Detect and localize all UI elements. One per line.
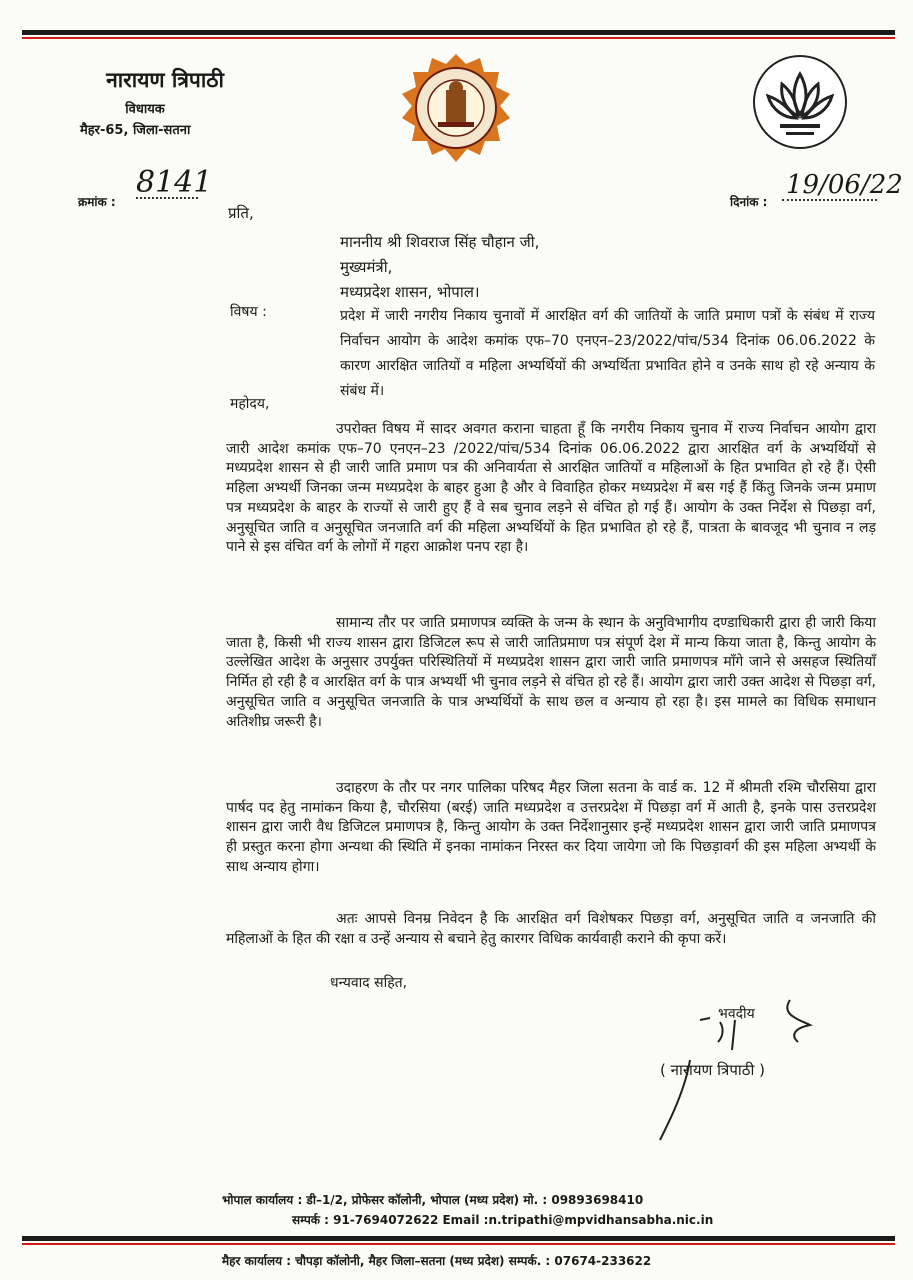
reference-number: 8141 <box>136 165 213 200</box>
body-paragraph: उपरोक्त विषय में सादर अवगत कराना चाहता हूँ कि नगरीय निकाय चुनाव में राज्य निर्वाचन आयोग द्वारा जारी आदेश कमांक एफ–70 एनएन–23 /2022/पांच/534 दिनांक 06.06.2022 द्वारा आरक्षित वर्ग के अभ्यर्थियों से मध्यप्रदेश शासन से ही जारी जाति प्रमाण पत्र की अनिवार्यता से आरक्षित जातियों व महिलाओं के हित प्रभावित हो रहे हैं। ऐसी महिला अभ्यर्थी जिनका जन्म मध्यप्रदेश के बाहर हुआ है और वे विवाहित होकर मध्यप्रदेश में बस गई हैं किंतु जिनके जन्म प्रमाण पत्र मध्यप्रदेश के बाहर के राज्यों से जारी हुए हैं वे सब चुनाव लड़ने से वंचित हो गई हैं। आयोग के उक्त निर्देश से पिछड़ा वर्ग, अनुसूचित जाति व अनुसूचित जनजाति वर्ग की महिला अभ्यर्थियों के हित प्रभावित हो रहे हैं, पात्रता के बावजूद भी चुनाव न लड़ पाने से इस वंचित वर्ग के लोगों में गहरा आक्रोश पनप रहा है। <box>226 421 876 556</box>
reference-label: क्रमांक : <box>78 195 116 209</box>
footer-contact: सम्पर्क : 91-7694072622 Email :n.tripathi@mpvidhansabha.nic.in <box>292 1213 714 1227</box>
recipient-line: मध्यप्रदेश शासन, भोपाल। <box>340 283 480 301</box>
bottom-rule <box>22 1236 895 1241</box>
body-paragraph: अतः आपसे विनम्र निवेदन है कि आरक्षित वर्ग विशेषकर पिछड़ा वर्ग, अनुसूचित जाति व जनजाति की महिलाओं के हित की रक्षा व उन्हें अन्याय से बचाने हेतु कारगर विधिक कार्यवाही कराने की कृपा करें। <box>226 911 876 947</box>
date-dotted-line <box>782 199 877 201</box>
signatory-name: ( नारायण त्रिपाठी ) <box>660 1061 765 1079</box>
assembly-seal-icon <box>400 52 512 164</box>
salutation: महोदय, <box>230 396 270 412</box>
subject-text: प्रदेश में जारी नगरीय निकाय चुनावों में आरक्षित वर्ग की जातियों के जाति प्रमाण पत्रों के संबंध में राज्य निर्वाचन आयोग के आदेश कमांक एफ–70 एनएन–23/2022/पांच/534 दिनांक 06.06.2022 के कारण आरक्षित जातियों व महिला अभ्यर्थियों की अभ्यर्थिता प्रभावित होने व उनके साथ हो रहे अन्याय के संबंध में। <box>340 308 875 399</box>
footer-maihar-office: मैहर कार्यालय : चौपड़ा कॉलोनी, मैहर जिला–सतना (मध्य प्रदेश) सम्पर्क. : 07674-233622 <box>222 1254 652 1268</box>
body-paragraph: सामान्य तौर पर जाति प्रमाणपत्र व्यक्ति के जन्म के स्थान के अनुविभागीय दण्डाधिकारी द्वारा ही जारी किया जाता है, किसी भी राज्य शासन द्वारा डिजिटल रूप से जारी जातिप्रमाण पत्र संपूर्ण देश में मान्य किया जाता है, किन्तु आयोग के उल्लेखित आदेश के अनुसार उपर्युक्त परिस्थितियों में मध्यप्रदेश शासन द्वारा जारी जाति प्रमाणपत्र माँगे जाने से असहज स्थितियाँ निर्मित हो रही है व आरक्षित वर्ग के पात्र अभ्यर्थी भी चुनाव लड़ने से वंचित हो रहे हैं। आयोग द्वारा जारी उक्त आदेश से पिछड़ा वर्ग, अनुसूचित जाति व अनुसूचित जनजाति के पात्र अभ्यर्थियों के साथ छल व अन्याय हो रहा है। इस मामले का विधिक समाधान अतिशीघ्र जरूरी है। <box>226 615 876 730</box>
sender-constituency: मैहर-65, जिला-सतना <box>80 123 191 138</box>
date-label: दिनांक : <box>730 195 768 209</box>
body-paragraph: उदाहरण के तौर पर नगर पालिका परिषद मैहर जिला सतना के वार्ड क. 12 में श्रीमती रश्मि चौरसिया द्वारा पार्षद पद हेतु नामांकन किया है, चौरसिया (बरई) जाति मध्यप्रदेश व उत्तरप्रदेश में पिछड़ा वर्ग में आती है, इनके पास उत्तरप्रदेश शासन द्वारा जारी वैध डिजिटल प्रमाणपत्र है, किन्तु आयोग के उक्त निर्देशानुसार इन्हें मध्यप्रदेश शासन द्वारा जारी जाति प्रमाणपत्र ही प्रस्तुत करना होगा अन्यथा की स्थिति में इनका नामांकन निरस्त कर दिया जायेगा जो कि पिछड़ावर्ग की इस महिला अभ्यर्थी के साथ अन्याय होगा। <box>226 780 876 875</box>
footer-bhopal-office: भोपाल कार्यालय : डी–1/2, प्रोफेसर कॉलोनी, भोपाल (मध्य प्रदेश) मो. : 09893698410 <box>222 1193 644 1207</box>
recipient-line: माननीय श्री शिवराज सिंह चौहान जी, <box>340 233 540 251</box>
recipient-prefix: प्रति, <box>228 204 254 222</box>
top-rule-accent <box>22 37 895 39</box>
sender-name: नारायण त्रिपाठी <box>106 68 224 92</box>
subject-label: विषय : <box>230 304 267 320</box>
signoff-label: भवदीय <box>718 1006 755 1022</box>
top-rule <box>22 30 895 35</box>
recipient-line: मुख्यमंत्री, <box>340 258 393 276</box>
sender-designation: विधायक <box>125 102 165 117</box>
party-lotus-icon <box>750 52 850 152</box>
closing: धन्यवाद सहित, <box>330 975 408 991</box>
reference-dotted-line <box>136 197 198 199</box>
bottom-rule-accent <box>22 1243 895 1245</box>
date-value: 19/06/22 <box>786 170 903 200</box>
